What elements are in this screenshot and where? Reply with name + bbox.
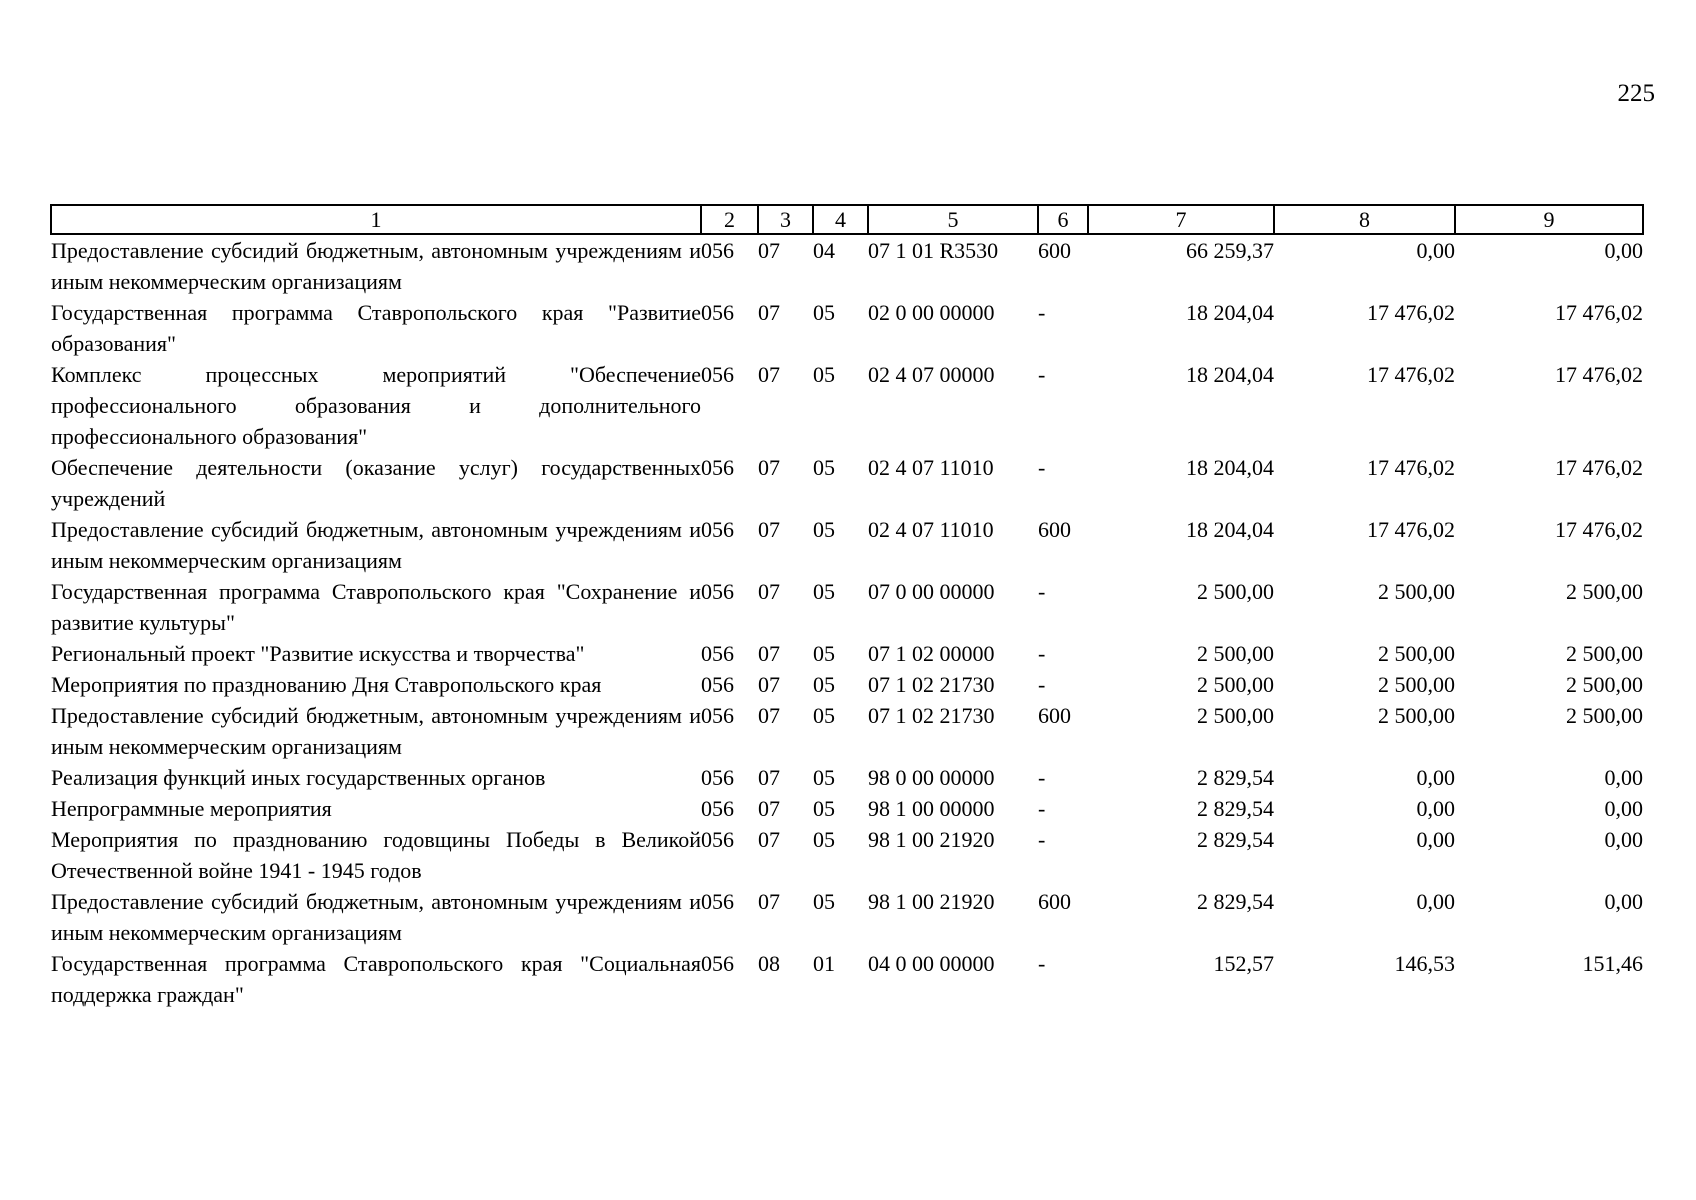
row-amount-9: 2 500,00 xyxy=(1566,672,1643,697)
row-code-4: 05 xyxy=(813,579,835,604)
row-code-5: 02 4 07 11010 xyxy=(868,517,994,542)
row-name: Региональный проект "Развитие искусства и творчества" xyxy=(51,641,585,666)
table-row xyxy=(51,793,1643,824)
row-amount-8: 0,00 xyxy=(1416,796,1455,821)
row-code-5: 02 4 07 00000 xyxy=(868,362,995,387)
header-col-1: 1 xyxy=(51,205,701,234)
row-amount-9: 17 476,02 xyxy=(1555,300,1643,325)
row-amount-7: 2 829,54 xyxy=(1197,796,1274,821)
row-code-2: 056 xyxy=(701,951,734,976)
row-amount-9: 17 476,02 xyxy=(1555,517,1643,542)
row-code-3: 07 xyxy=(758,796,780,821)
row-code-4: 05 xyxy=(813,765,835,790)
row-amount-8: 2 500,00 xyxy=(1378,672,1455,697)
row-amount-9: 0,00 xyxy=(1604,889,1643,914)
header-col-4: 4 xyxy=(813,205,868,234)
row-code-3: 08 xyxy=(758,951,780,976)
header-col-2: 2 xyxy=(701,205,758,234)
row-code-4: 04 xyxy=(813,238,835,263)
row-code-4: 05 xyxy=(813,703,835,728)
row-code-6: 600 xyxy=(1038,703,1071,728)
row-code-3: 07 xyxy=(758,300,780,325)
row-name: Предоставление субсидий бюджетным, автономным учреждениям и иным некоммерческим организациям xyxy=(51,238,701,294)
row-amount-9: 0,00 xyxy=(1604,827,1643,852)
row-amount-8: 17 476,02 xyxy=(1367,517,1455,542)
row-amount-9: 0,00 xyxy=(1604,238,1643,263)
row-code-6: 600 xyxy=(1038,517,1071,542)
table-row xyxy=(51,762,1643,793)
table-row xyxy=(51,669,1643,700)
row-amount-8: 2 500,00 xyxy=(1378,579,1455,604)
row-code-3: 07 xyxy=(758,579,780,604)
row-name: Предоставление субсидий бюджетным, автономным учреждениям и иным некоммерческим организациям xyxy=(51,889,701,945)
row-code-4: 01 xyxy=(813,951,835,976)
row-code-6: - xyxy=(1038,672,1046,697)
row-code-3: 07 xyxy=(758,455,780,480)
row-code-6: 600 xyxy=(1038,889,1071,914)
row-amount-7: 2 829,54 xyxy=(1197,827,1274,852)
row-name: Мероприятия по празднованию годовщины Победы в Великой Отечественной войне 1941 - 1945 годов xyxy=(51,827,701,883)
header-col-6: 6 xyxy=(1038,205,1088,234)
row-code-4: 05 xyxy=(813,641,835,666)
row-code-3: 07 xyxy=(758,672,780,697)
row-code-5: 04 0 00 00000 xyxy=(868,951,995,976)
row-code-2: 056 xyxy=(701,672,734,697)
row-amount-7: 152,57 xyxy=(1213,951,1274,976)
row-code-5: 98 0 00 00000 xyxy=(868,765,995,790)
row-code-6: - xyxy=(1038,765,1046,790)
header-col-3: 3 xyxy=(758,205,813,234)
row-amount-9: 0,00 xyxy=(1604,765,1643,790)
row-code-4: 05 xyxy=(813,362,835,387)
row-amount-9: 0,00 xyxy=(1604,796,1643,821)
row-code-5: 07 1 02 21730 xyxy=(868,672,995,697)
row-code-5: 02 0 00 00000 xyxy=(868,300,995,325)
table-row xyxy=(51,359,1643,452)
row-code-4: 05 xyxy=(813,672,835,697)
row-code-5: 98 1 00 21920 xyxy=(868,889,995,914)
row-code-2: 056 xyxy=(701,300,734,325)
row-code-6: - xyxy=(1038,641,1046,666)
row-code-6: - xyxy=(1038,796,1046,821)
row-name: Непрограммные мероприятия xyxy=(51,796,332,821)
row-code-2: 056 xyxy=(701,765,734,790)
row-code-4: 05 xyxy=(813,827,835,852)
row-amount-7: 18 204,04 xyxy=(1186,455,1274,480)
row-name: Комплекс процессных мероприятий "Обеспечение профессионального образования и дополнительного профессионального образования" xyxy=(51,362,701,449)
row-amount-8: 0,00 xyxy=(1416,889,1455,914)
row-code-3: 07 xyxy=(758,827,780,852)
row-name: Обеспечение деятельности (оказание услуг) государственных учреждений xyxy=(51,455,701,511)
table-row xyxy=(51,886,1643,948)
row-name: Государственная программа Ставропольского края "Сохранение и развитие культуры" xyxy=(51,579,701,635)
table-row xyxy=(51,824,1643,886)
row-amount-8: 0,00 xyxy=(1416,827,1455,852)
header-col-7: 7 xyxy=(1088,205,1274,234)
row-name: Мероприятия по празднованию Дня Ставропольского края xyxy=(51,672,602,697)
table-row xyxy=(51,234,1643,297)
row-amount-7: 2 829,54 xyxy=(1197,889,1274,914)
row-amount-8: 17 476,02 xyxy=(1367,300,1455,325)
row-code-2: 056 xyxy=(701,362,734,387)
row-code-4: 05 xyxy=(813,517,835,542)
row-name: Предоставление субсидий бюджетным, автономным учреждениям и иным некоммерческим организациям xyxy=(51,517,701,573)
row-code-5: 98 1 00 21920 xyxy=(868,827,995,852)
row-name: Предоставление субсидий бюджетным, автономным учреждениям и иным некоммерческим организациям xyxy=(51,703,701,759)
row-code-3: 07 xyxy=(758,641,780,666)
row-code-5: 02 4 07 11010 xyxy=(868,455,994,480)
row-code-6: - xyxy=(1038,579,1046,604)
row-code-6: - xyxy=(1038,951,1046,976)
row-amount-7: 18 204,04 xyxy=(1186,300,1274,325)
row-code-2: 056 xyxy=(701,827,734,852)
row-code-4: 05 xyxy=(813,796,835,821)
row-code-2: 056 xyxy=(701,796,734,821)
row-code-5: 07 1 01 R3530 xyxy=(868,238,999,263)
row-code-6: - xyxy=(1038,827,1046,852)
row-code-2: 056 xyxy=(701,889,734,914)
row-name: Реализация функций иных государственных органов xyxy=(51,765,546,790)
row-amount-9: 151,46 xyxy=(1582,951,1643,976)
header-col-9: 9 xyxy=(1455,205,1643,234)
row-amount-7: 66 259,37 xyxy=(1186,238,1274,263)
header-col-8: 8 xyxy=(1274,205,1455,234)
row-code-5: 07 1 02 21730 xyxy=(868,703,995,728)
row-code-2: 056 xyxy=(701,455,734,480)
row-amount-8: 2 500,00 xyxy=(1378,641,1455,666)
row-code-5: 07 1 02 00000 xyxy=(868,641,995,666)
table-row xyxy=(51,452,1643,514)
row-amount-9: 17 476,02 xyxy=(1555,362,1643,387)
row-code-3: 07 xyxy=(758,703,780,728)
row-code-2: 056 xyxy=(701,517,734,542)
header-row xyxy=(51,205,1643,234)
row-code-3: 07 xyxy=(758,517,780,542)
row-code-6: - xyxy=(1038,300,1046,325)
row-amount-8: 2 500,00 xyxy=(1378,703,1455,728)
table-row xyxy=(51,514,1643,576)
row-name: Государственная программа Ставропольского края "Социальная поддержка граждан" xyxy=(51,951,701,1007)
row-amount-8: 0,00 xyxy=(1416,765,1455,790)
row-code-5: 98 1 00 00000 xyxy=(868,796,995,821)
row-amount-7: 2 500,00 xyxy=(1197,579,1274,604)
table-row xyxy=(51,576,1643,638)
row-amount-9: 2 500,00 xyxy=(1566,579,1643,604)
row-amount-8: 0,00 xyxy=(1416,238,1455,263)
row-code-2: 056 xyxy=(701,641,734,666)
row-amount-9: 2 500,00 xyxy=(1566,641,1643,666)
row-amount-7: 18 204,04 xyxy=(1186,362,1274,387)
row-code-4: 05 xyxy=(813,300,835,325)
row-code-4: 05 xyxy=(813,889,835,914)
row-code-3: 07 xyxy=(758,765,780,790)
row-code-6: - xyxy=(1038,455,1046,480)
row-amount-7: 18 204,04 xyxy=(1186,517,1274,542)
table-row xyxy=(51,948,1643,1010)
row-code-6: 600 xyxy=(1038,238,1071,263)
row-amount-7: 2 500,00 xyxy=(1197,672,1274,697)
row-code-6: - xyxy=(1038,362,1046,387)
page-number: 225 xyxy=(1617,80,1655,107)
row-code-2: 056 xyxy=(701,238,734,263)
row-amount-8: 17 476,02 xyxy=(1367,455,1455,480)
header-col-5: 5 xyxy=(868,205,1038,234)
row-amount-8: 17 476,02 xyxy=(1367,362,1455,387)
row-amount-7: 2 500,00 xyxy=(1197,703,1274,728)
row-code-5: 07 0 00 00000 xyxy=(868,579,995,604)
budget-table xyxy=(50,204,1644,1010)
row-amount-9: 2 500,00 xyxy=(1566,703,1643,728)
table-row xyxy=(51,700,1643,762)
table-row xyxy=(51,638,1643,669)
row-code-3: 07 xyxy=(758,889,780,914)
row-amount-8: 146,53 xyxy=(1394,951,1455,976)
row-name: Государственная программа Ставропольского края "Развитие образования" xyxy=(51,300,701,356)
row-code-3: 07 xyxy=(758,362,780,387)
table-row xyxy=(51,297,1643,359)
row-code-2: 056 xyxy=(701,579,734,604)
row-code-2: 056 xyxy=(701,703,734,728)
row-amount-9: 17 476,02 xyxy=(1555,455,1643,480)
row-code-3: 07 xyxy=(758,238,780,263)
row-amount-7: 2 829,54 xyxy=(1197,765,1274,790)
row-code-4: 05 xyxy=(813,455,835,480)
row-amount-7: 2 500,00 xyxy=(1197,641,1274,666)
